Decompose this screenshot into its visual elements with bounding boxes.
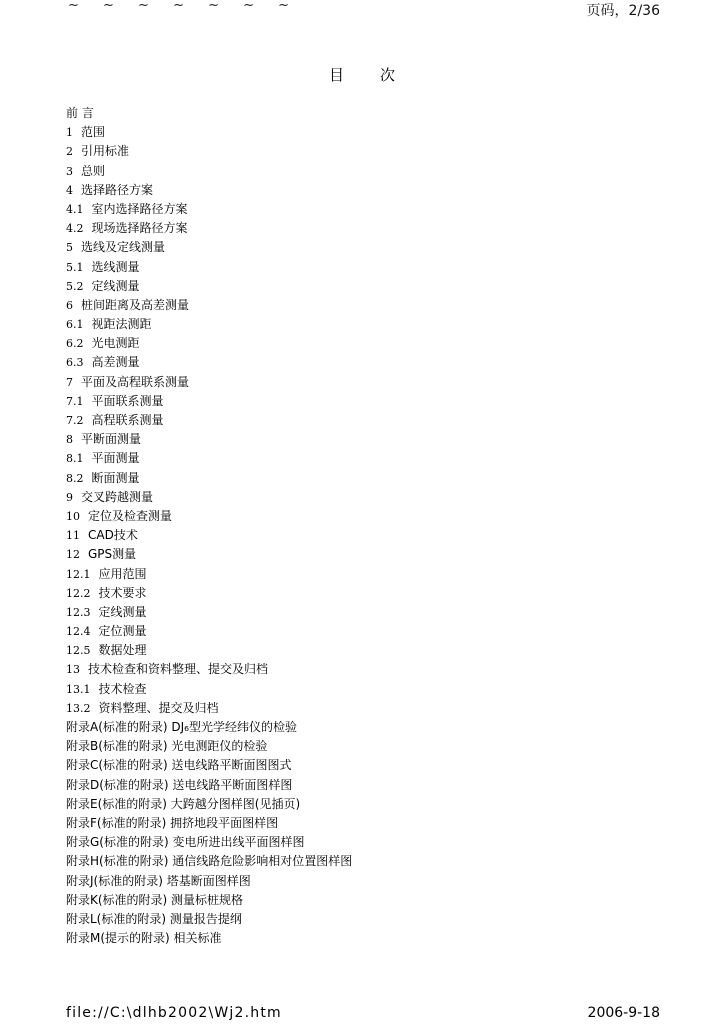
toc-entry[interactable] — [66, 315, 666, 334]
toc-entry-text: 附录B(标准的附录) 光电测距仪的检验 — [66, 739, 268, 754]
toc-entry-number: 12.1 — [66, 567, 91, 581]
toc-entry-text: CAD技术 — [88, 528, 138, 543]
toc-entry[interactable] — [66, 258, 666, 277]
toc-entry-text: 应用范围 — [98, 566, 147, 581]
toc-entry-text: 桩间距离及高差测量 — [81, 297, 190, 312]
toc-entry[interactable] — [66, 584, 666, 603]
toc-entry-number: 1 — [66, 126, 73, 140]
toc-entry-number: 11 — [66, 529, 80, 543]
toc-entry[interactable] — [66, 718, 666, 737]
toc-entry-text: 选线测量 — [91, 259, 140, 274]
toc-entry-number: 6 — [66, 298, 73, 312]
title-right: 次 — [380, 66, 396, 84]
toc-entry-text: 断面测量 — [91, 470, 140, 485]
toc-entry-text: 交叉跨越测量 — [81, 489, 154, 504]
toc-entry[interactable] — [66, 373, 666, 392]
toc-entry[interactable] — [66, 411, 666, 430]
toc-entry[interactable] — [66, 430, 666, 449]
toc-entry-number: 12 — [66, 548, 80, 562]
toc-entry[interactable] — [66, 699, 666, 718]
toc-entry[interactable] — [66, 469, 666, 488]
toc-entry[interactable] — [66, 392, 666, 411]
toc-entry-number: 8.2 — [66, 471, 84, 485]
toc-entry-number: 12.4 — [66, 625, 91, 639]
toc-entry-text: 资料整理、提交及归档 — [98, 700, 219, 715]
toc-entry-number: 2 — [66, 145, 73, 159]
toc-entry[interactable] — [66, 200, 666, 219]
toc-entry-text: GPS测量 — [88, 547, 137, 562]
toc-entry[interactable] — [66, 833, 666, 852]
toc-entry-number: 7 — [66, 375, 73, 389]
toc-entry-number: 10 — [66, 509, 80, 523]
toc-entry[interactable] — [66, 526, 666, 545]
toc-entry[interactable] — [66, 737, 666, 756]
table-of-contents — [66, 104, 666, 948]
toc-entry-text: 附录J(标准的附录) 塔基断面图样图 — [66, 873, 251, 888]
toc-entry[interactable] — [66, 162, 666, 181]
toc-entry-text: 前 言 — [66, 106, 94, 120]
toc-entry-text: 范围 — [81, 125, 106, 140]
toc-entry-text: 平面测量 — [91, 451, 140, 466]
toc-entry[interactable] — [66, 545, 666, 564]
toc-entry[interactable] — [66, 680, 666, 699]
toc-entry-text: 技术检查和资料整理、提交及归档 — [88, 662, 269, 677]
toc-entry[interactable] — [66, 507, 666, 526]
toc-entry-number: 8 — [66, 433, 73, 447]
toc-entry-text: 技术要求 — [98, 585, 147, 600]
title-left: 目 — [328, 66, 344, 84]
toc-entry[interactable] — [66, 872, 666, 891]
toc-entry-number: 8.1 — [66, 452, 84, 466]
file-path: file://C:\dlhb2002\Wj2.htm — [66, 1005, 282, 1021]
toc-entry-number: 6.2 — [66, 337, 84, 351]
toc-entry[interactable] — [66, 104, 666, 123]
toc-entry-text: 平面联系测量 — [91, 393, 164, 408]
toc-entry-text: 总则 — [81, 163, 106, 178]
toc-entry-text: 定线测量 — [98, 604, 147, 619]
toc-entry[interactable] — [66, 123, 666, 142]
toc-entry-text: 平断面测量 — [81, 432, 142, 447]
toc-entry-text: 选线及定线测量 — [81, 240, 166, 255]
toc-entry[interactable] — [66, 660, 666, 679]
toc-entry[interactable] — [66, 277, 666, 296]
toc-entry[interactable] — [66, 488, 666, 507]
toc-entry[interactable] — [66, 353, 666, 372]
toc-entry-text: 技术检查 — [98, 681, 147, 696]
toc-entry-text: 附录E(标准的附录) 大跨越分图样图(见插页) — [66, 796, 301, 811]
toc-entry-number: 4.2 — [66, 222, 84, 236]
toc-entry-text: 附录D(标准的附录) 送电线路平断面图样图 — [66, 777, 293, 792]
toc-entry[interactable] — [66, 795, 666, 814]
toc-entry-number: 12.3 — [66, 605, 91, 619]
toc-entry-number: 6.1 — [66, 318, 84, 332]
toc-entry-number: 7.2 — [66, 414, 84, 427]
toc-entry-number: 5 — [66, 241, 73, 255]
toc-entry-text: 室内选择路径方案 — [91, 201, 188, 216]
toc-entry[interactable] — [66, 776, 666, 795]
header-marks: ~ ~ ~ ~ ~ ~ ~ — [68, 0, 300, 13]
toc-entry-text: 定线测量 — [91, 278, 140, 293]
toc-entry-text: 附录G(标准的附录) 变电所进出线平面图样图 — [66, 835, 305, 850]
toc-entry-text: 附录F(标准的附录) 拥挤地段平面图样图 — [66, 815, 279, 830]
toc-entry[interactable] — [66, 622, 666, 641]
toc-entry[interactable] — [66, 891, 666, 910]
toc-entry[interactable] — [66, 756, 666, 775]
toc-entry-text: 附录C(标准的附录) 送电线路平断面图图式 — [66, 758, 292, 773]
toc-entry[interactable] — [66, 334, 666, 353]
toc-entry-text: 选择路径方案 — [81, 182, 154, 197]
toc-entry-text: 平面及高程联系测量 — [81, 374, 190, 389]
toc-entry-number: 13.2 — [66, 701, 91, 715]
toc-entry-text: 高程联系测量 — [91, 413, 164, 427]
toc-entry-number: 3 — [66, 164, 73, 178]
toc-entry-text: 附录L(标准的附录) 测量报告提纲 — [66, 911, 242, 926]
print-date: 2006-9-18 — [587, 1005, 660, 1021]
toc-entry-text: 附录H(标准的附录) 通信线路危险影响相对位置图样图 — [66, 854, 353, 869]
page-title — [0, 64, 724, 85]
toc-entry-number: 12.2 — [66, 586, 91, 600]
toc-entry[interactable] — [66, 929, 666, 948]
toc-entry[interactable] — [66, 603, 666, 622]
toc-entry[interactable] — [66, 910, 666, 929]
toc-entry-number: 4.1 — [66, 202, 84, 216]
toc-entry[interactable] — [66, 641, 666, 660]
toc-entry-text: 数据处理 — [98, 643, 147, 658]
toc-entry-text: 高差测量 — [91, 355, 140, 370]
toc-entry[interactable] — [66, 565, 666, 584]
toc-entry[interactable] — [66, 852, 666, 871]
toc-entry-number: 13.1 — [66, 682, 91, 696]
toc-entry[interactable] — [66, 181, 666, 200]
toc-entry-number: 13 — [66, 663, 80, 677]
toc-entry-text: 现场选择路径方案 — [91, 221, 188, 236]
toc-entry[interactable] — [66, 449, 666, 468]
toc-entry-number: 5.2 — [66, 279, 84, 293]
page-number: 页码，2/36 — [586, 3, 660, 19]
toc-entry[interactable] — [66, 219, 666, 238]
toc-entry-text: 附录M(提示的附录) 相关标准 — [66, 931, 222, 946]
toc-entry-text: 附录A(标准的附录) DJ₆型光学经纬仪的检验 — [66, 720, 297, 734]
toc-entry[interactable] — [66, 814, 666, 833]
toc-entry-number: 5.1 — [66, 260, 84, 274]
toc-entry-text: 附录K(标准的附录) 测量标桩规格 — [66, 892, 244, 907]
toc-entry-text: 定位及检查测量 — [88, 508, 173, 523]
toc-entry-text: 引用标准 — [81, 144, 130, 159]
toc-entry-text: 定位测量 — [98, 624, 147, 639]
toc-entry[interactable] — [66, 296, 666, 315]
toc-entry[interactable] — [66, 142, 666, 161]
toc-entry[interactable] — [66, 238, 666, 257]
toc-entry-text: 视距法测距 — [91, 317, 152, 332]
toc-entry-text: 光电测距 — [91, 336, 140, 351]
toc-entry-number: 6.3 — [66, 356, 84, 370]
toc-entry-number: 7.1 — [66, 394, 84, 408]
toc-entry-number: 12.5 — [66, 644, 91, 658]
toc-entry-number: 4 — [66, 183, 73, 197]
toc-entry-number: 9 — [66, 490, 73, 504]
